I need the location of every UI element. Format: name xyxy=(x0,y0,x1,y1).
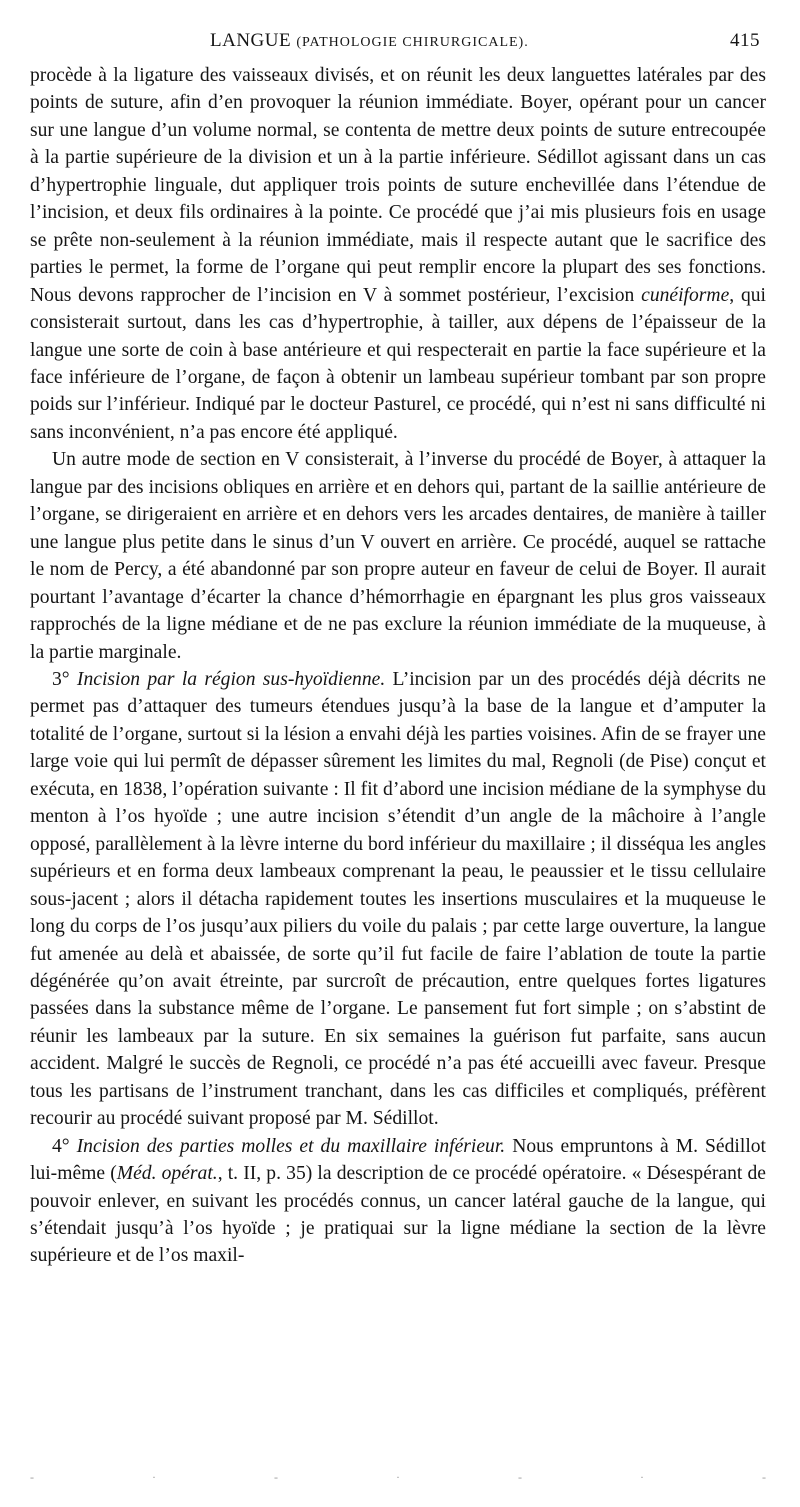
scan-artifact-dots xyxy=(30,1470,766,1485)
scan-dot: · xyxy=(396,1470,400,1484)
paragraph-3 xyxy=(30,666,766,1133)
paragraph-3-text: L’incision par un des procédés déjà décrits ne permet pas d’attaquer des tumeurs étendues jusqu’à la base de la langue et d’amputer la totalité de l’organe, surtout si la lésion a envahi déjà les parties voisines. Afin de se frayer une large voie qui lui permît de dépasser sûrement les limites du mal, Regnoli (de Pise) conçut et exécuta, en 1838, l’opération suivante : Il fit d’abord une incision médiane de la symphyse du menton à l’os hyoïde ; une autre incision s’étendit d’un angle de la mâchoire à l’angle opposé, parallèlement à la lèvre interne du bord inférieur du maxillaire ; il disséqua les angles supérieurs et en forma deux lambeaux comprenant la peau, le peaussier et le tissu cellulaire sous-jacent ; alors il détacha rapidement toutes les insertions musculaires et la muqueuse le long du corps de l’os jusqu’aux piliers du voile du palais ; par cette large ouverture, la langue fut amenée au delà et abaissée, de sorte qu’il fut facile de faire l’ablation de toute la partie dégénérée qu’on avait étreinte, par surcroît de précaution, entre quelques fortes ligatures passées dans la substance même de l’organe. Le pansement fut fort simple ; on s’abstint de réunir les lambeaux par la suture. En six semaines la guérison fut parfaite, sans aucun accident. Malgré le succès de Regnoli, ce procédé n’a pas été accueilli avec faveur. Presque tous les partisans de l’instrument tranchant, dans les cas difficiles et compliqués, préfèrent recourir au procédé suivant proposé par M. Sédillot. xyxy=(30,668,766,1130)
page-number: 415 xyxy=(730,30,760,51)
paragraph-4-number: 4° xyxy=(52,1135,77,1157)
paragraph-4-text-b: , t. II, p. 35) la description de ce procédé opératoire. « Désespérant de pouvoir enlever, en suivant les procédés connus, un cancer latéral gauche de la langue, qui s’étendait jusqu’à l’os hyoïde ; je pratiquai sur la ligne médiane la section de la lèvre supérieure et de l’os maxil- xyxy=(30,1163,767,1267)
paragraph-4-text-a: Nous empruntons à M. Sédillot lui-même ( xyxy=(30,1135,766,1185)
paragraph-2: Un autre mode de section en V consisterait, à l’inverse du procédé de Boyer, à attaquer la langue par des incisions obliques en arrière et en dehors qui, partant de la saillie antérieure de l’organe, se dirigeraient en arrière et en dehors vers les arcades dentaires, de manière à tailler une langue plus petite dans le sinus d’un V ouvert en arrière. Ce procédé, auquel se rattache le nom de Percy, a été abandonné par son propre auteur en faveur de celui de Boyer. Il aurait pourtant l’avantage d’écarter la chance d’hémorrhagie en épargnant les plus gros vaisseaux rapprochés de la ligne médiane et de ne pas exclure la réunion immédiate de la muqueuse, à la partie marginale. xyxy=(30,449,766,663)
running-title xyxy=(210,30,529,52)
running-head xyxy=(30,26,766,62)
paragraph-1-end: , qui consisterait surtout, dans les cas d’hypertrophie, à tailler, aux dépens de l’épaisseur de la langue une sorte de coin à base antérieure et qui respecterait en partie la face supérieure et la face inférieure de l’organe, de façon à obtenir un lambeau supérieur tombant par son propre poids sur l’inférieur. Indiqué par le docteur Pasturel, ce procédé, qui n’est ni sans difficulté ni sans inconvénient, n’a pas encore été appliqué. xyxy=(30,284,766,443)
paragraph-4 xyxy=(30,1133,766,1270)
paragraph-1 xyxy=(30,62,766,446)
document-page xyxy=(30,26,766,1270)
scan-dot: - xyxy=(30,1470,34,1484)
scan-dot: · xyxy=(640,1470,644,1484)
body-text xyxy=(30,62,766,1270)
paragraph-1-italic: cunéiforme xyxy=(641,284,730,306)
running-title-main: LANGUE xyxy=(210,30,297,51)
scan-dot: - xyxy=(518,1470,522,1484)
paragraph-4-italic: Méd. opérat. xyxy=(116,1163,218,1185)
scan-dot: · xyxy=(152,1470,156,1484)
scan-dot: - xyxy=(274,1470,278,1484)
paragraph-3-number: 3° xyxy=(52,668,77,690)
scan-dot: - xyxy=(762,1470,766,1484)
paragraph-3-heading: Incision par la région sus-hyoïdienne. xyxy=(76,668,386,690)
paragraph-1-text: procède à la ligature des vaisseaux divisés, et on réunit les deux languettes latérales par des points de suture, afin d’en provoquer la réunion immédiate. Boyer, opérant pour un cancer sur une langue d’un volume normal, se contenta de mettre deux points de suture entrecoupée à la partie supérieure de la division et un à la partie inférieure. Sédillot agissant dans un cas d’hypertrophie linguale, dut appliquer trois points de suture enchevillée dans l’étendue de l’incision, et deux fils ordinaires à la pointe. Ce procédé que j’ai mis plusieurs fois en usage se prête non-seulement à la réunion immédiate, mais il respecte autant que le sacrifice des parties le permet, la forme de l’organe qui peut remplir encore la plupart des ses fonctions. Nous devons rapprocher de l’incision en V à sommet postérieur, l’excision xyxy=(30,65,766,306)
running-title-sub: (PATHOLOGIE CHIRURGICALE). xyxy=(296,35,529,50)
paragraph-4-heading: Incision des parties molles et du maxillaire inférieur. xyxy=(76,1135,506,1157)
